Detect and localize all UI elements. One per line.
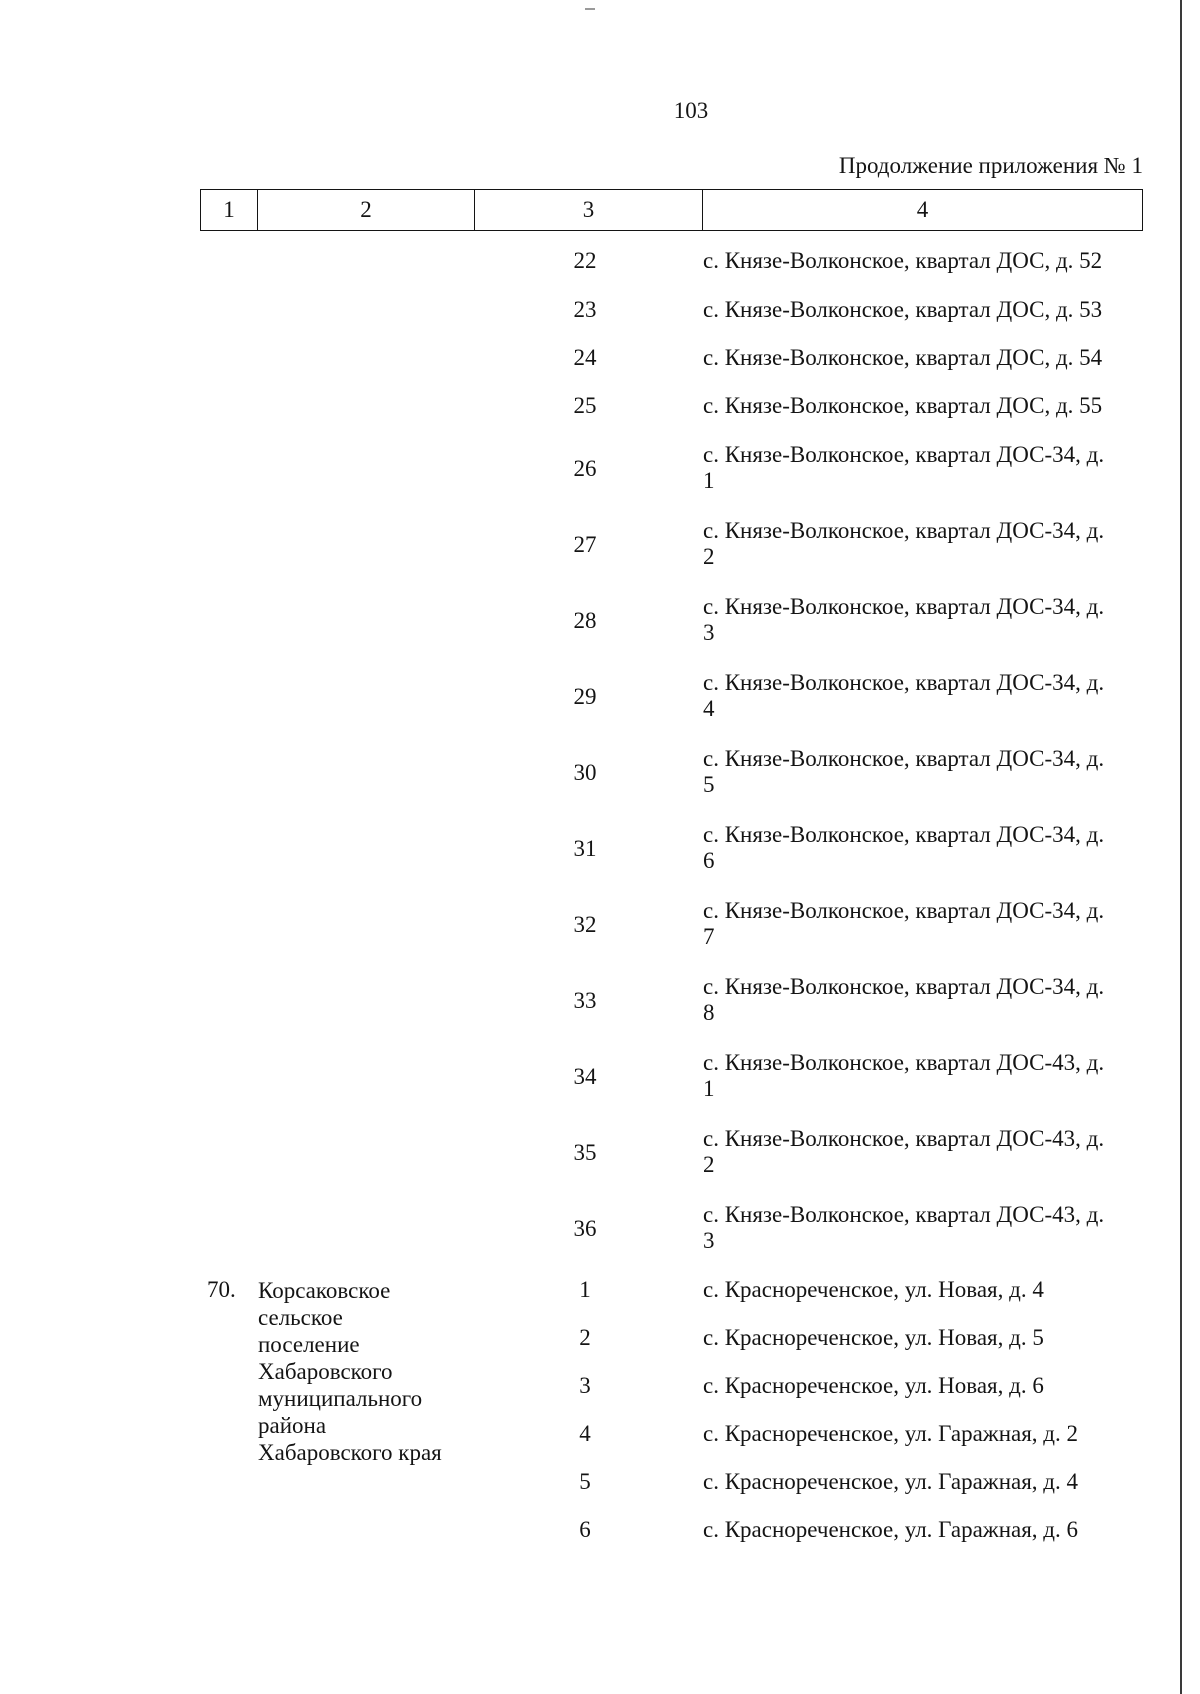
row-address-line-2: 3 bbox=[703, 620, 715, 645]
row-address-line-1: с. Князе-Волконское, квартал ДОС-34, д. bbox=[703, 670, 1105, 695]
group-name-line: Хабаровского края bbox=[258, 1440, 442, 1465]
group-name-line: Корсаковское bbox=[258, 1278, 391, 1303]
row-number: 3 bbox=[579, 1373, 591, 1398]
row-address-line-1: с. Князе-Волконское, квартал ДОС-34, д. bbox=[703, 746, 1105, 771]
row-address: с. Краснореченское, ул. Новая, д. 6 bbox=[703, 1373, 1044, 1398]
row-number: 5 bbox=[579, 1469, 591, 1494]
row-number: 6 bbox=[579, 1517, 591, 1542]
header-col-1: 1 bbox=[201, 190, 258, 230]
row-address-line-1: с. Князе-Волконское, квартал ДОС-34, д. bbox=[703, 974, 1105, 999]
group-name bbox=[258, 1277, 468, 1466]
row-address-line-2: 2 bbox=[703, 1152, 715, 1177]
row-address-line-1: с. Князе-Волконское, квартал ДОС-43, д. bbox=[703, 1126, 1105, 1151]
row-number: 23 bbox=[573, 297, 597, 322]
row-address-line-1: с. Князе-Волконское, квартал ДОС-34, д. bbox=[703, 594, 1105, 619]
header-col-2: 2 bbox=[258, 190, 475, 230]
row-address: с. Князе-Волконское, квартал ДОС, д. 53 bbox=[703, 297, 1103, 322]
group-name-line: района bbox=[258, 1413, 327, 1438]
group-number: 70. bbox=[207, 1277, 236, 1302]
row-address-line-2: 8 bbox=[703, 1000, 715, 1025]
row-number: 4 bbox=[579, 1421, 591, 1446]
header-col-4: 4 bbox=[916, 197, 929, 222]
row-number: 34 bbox=[573, 1064, 597, 1089]
row-address-line-1: с. Князе-Волконское, квартал ДОС-43, д. bbox=[703, 1202, 1105, 1227]
row-address: с. Князе-Волконское, квартал ДОС, д. 52 bbox=[703, 248, 1103, 273]
row-number: 36 bbox=[573, 1216, 597, 1241]
row-number: 33 bbox=[573, 988, 597, 1013]
row-address: с. Краснореченское, ул. Гаражная, д. 4 bbox=[703, 1469, 1078, 1494]
row-number: 25 bbox=[573, 393, 597, 418]
row-address-line-2: 1 bbox=[703, 468, 715, 493]
row-number: 28 bbox=[573, 608, 597, 633]
row-number: 31 bbox=[573, 836, 597, 861]
row-number: 2 bbox=[579, 1325, 591, 1350]
row-number: 22 bbox=[573, 248, 597, 273]
row-address-line-2: 7 bbox=[703, 924, 715, 949]
group-name-line: сельское bbox=[258, 1305, 343, 1330]
row-address: с. Краснореченское, ул. Новая, д. 5 bbox=[703, 1325, 1044, 1350]
row-number: 30 bbox=[573, 760, 597, 785]
row-address-line-2: 5 bbox=[703, 772, 715, 797]
scan-mark bbox=[585, 8, 595, 10]
row-address-line-2: 3 bbox=[703, 1228, 715, 1253]
row-number: 29 bbox=[573, 684, 597, 709]
page-number: 103 bbox=[673, 98, 709, 123]
row-address-line-2: 2 bbox=[703, 544, 715, 569]
row-address-line-2: 1 bbox=[703, 1076, 715, 1101]
row-address-line-1: с. Князе-Волконское, квартал ДОС-34, д. bbox=[703, 518, 1105, 543]
row-address: с. Краснореченское, ул. Гаражная, д. 6 bbox=[703, 1517, 1078, 1542]
row-address-line-1: с. Князе-Волконское, квартал ДОС-43, д. bbox=[703, 1050, 1105, 1075]
table-header bbox=[200, 189, 1143, 231]
continuation-label: Продолжение приложения № 1 bbox=[838, 153, 1143, 178]
scan-edge bbox=[1180, 0, 1182, 1694]
row-number: 27 bbox=[573, 532, 597, 557]
row-number: 26 bbox=[573, 456, 597, 481]
row-number: 35 bbox=[573, 1140, 597, 1165]
header-col-3: 3 bbox=[475, 190, 703, 230]
row-address: с. Краснореченское, ул. Гаражная, д. 2 bbox=[703, 1421, 1078, 1446]
row-address-line-1: с. Князе-Волконское, квартал ДОС-34, д. bbox=[703, 898, 1105, 923]
row-address: с. Князе-Волконское, квартал ДОС, д. 54 bbox=[703, 345, 1103, 370]
row-number: 32 bbox=[573, 912, 597, 937]
row-address-line-2: 4 bbox=[703, 696, 715, 721]
row-address: с. Краснореченское, ул. Новая, д. 4 bbox=[703, 1277, 1044, 1302]
row-address-line-2: 6 bbox=[703, 848, 715, 873]
group-name-line: поселение bbox=[258, 1332, 360, 1357]
row-address: с. Князе-Волконское, квартал ДОС, д. 55 bbox=[703, 393, 1103, 418]
row-address-line-1: с. Князе-Волконское, квартал ДОС-34, д. bbox=[703, 442, 1105, 467]
row-address-line-1: с. Князе-Волконское, квартал ДОС-34, д. bbox=[703, 822, 1105, 847]
row-number: 24 bbox=[573, 345, 597, 370]
row-number: 1 bbox=[579, 1277, 591, 1302]
group-name-line: Хабаровского bbox=[258, 1359, 393, 1384]
group-name-line: муниципального bbox=[258, 1386, 423, 1411]
